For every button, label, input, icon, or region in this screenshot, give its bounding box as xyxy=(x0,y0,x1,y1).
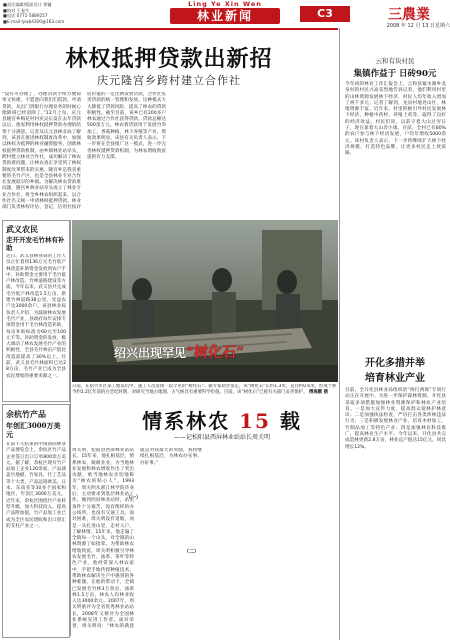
header-divider xyxy=(0,28,338,30)
main-article-body: “没有可办理了，办理贷款手续方便简单又快捷，不愿意向我们们借款，申请贷款，从出门到银行办理业务的时候心理障碍已经消除了。”12月上旬，庆元县隆宫乡梅花村村民吴长发在去年贷款以后，他家利用林权抵押贷款办理的结果十分满意。记者从庆元县林业局了解到，该县在推进林权制度改革中，加强以林权为抵押的林业融资服务，创新林权抵押贷款机制，由乡镇林业站牵头，跨村建立林业合作社，成功解决了林农贷款难问题，让林农真正享受到了林权制度改革带来的实惠。隆宫乡是我省重要的毛竹产区，也是全县林业专业合作社发展较早的乡镇。为解决林农贷款难问题，隆宫乡林业站牵头成立了林业专业合作社，将全乡林农组织起来，以合作社名义统一申请林权抵押贷款。林业部门负责林权评估、登记，信用社按评估价值的一定比例发放贷款，合作社负责贷款的统一管理和发放。这种模式大大降低了贷款风险，提高了林农的贷款积极性。截至目前，该乡已有200多户林农通过合作社获得贷款，贷款总额达500余万元。林农将贷款用于发展竹笋加工、香菇种植、林下养殖等产业，增收效果明显。该县有关负责人表示，下一步将在全县推广这一模式，进一步完善林权抵押贷款机制，为林农增收致富提供有力支撑。 xyxy=(2,92,166,211)
section-code: C3 xyxy=(300,6,350,22)
photo-headline xyxy=(114,342,244,362)
main-headline: 林权抵押贷款出新招 xyxy=(65,46,273,72)
masthead-title: 林业新闻 xyxy=(170,8,280,24)
story-body: 今年初的林业工作汇报会上，云和县紧水滩乡龙泉村的村民兴高采烈地告诉记者，他们利用村里的山林资源发展林下经济，村民人均年收入增加了两千多元。记者了解到，龙泉村地处山区，林地资源丰富。近年来，村里积极引导村民发展林下经济，种植中药材、养殖土鸡等，取得了良好的经济效益。村民们说，以前守着大山过穷日子，现在靠着大山奔小康。目前，全村已有80%的农户参与林下经济发展，户均年增收5000余元。该村负责人表示，下一步将继续扩大林下经济规模，打造特色品牌，让更多村民走上致富路。 xyxy=(345,82,446,157)
story-title-sub: 培育林业产业 xyxy=(365,373,425,384)
feature-subtitle: ——记松阳县西屏林业站站长周关明 xyxy=(173,434,270,441)
sidebar-box-wuyi xyxy=(2,220,70,402)
page-header xyxy=(0,0,450,28)
photo-credit: 傅海鹏 摄 xyxy=(308,390,328,395)
box-title-sub: 年创汇3000万美元 xyxy=(6,421,61,439)
feature-title-prefix: 情系林农 xyxy=(142,409,231,433)
column-divider xyxy=(70,220,71,636)
photo-caption xyxy=(72,384,338,404)
story-body: 目前，全开化县林业局组织的“两打两保”专项行动正在开展中。为进一步保护森林资源，开化县采取多项措施加强林业资源保护和林业产业培育。一是加大宣传力度，提高群众爱林护林意识；二是加强执法检查，严厉打击各类涉林违法行为；三是积极发展林业产业，培育木材加工、竹制品加工等特色产业；四是加强林业科技推广，提高林业生产水平。今年以来，开化县共完成造林更新2.8万亩，林业总产值达15亿元，同比增长12%。 xyxy=(345,388,446,450)
feature-headline xyxy=(112,405,332,434)
contact-line: ■校对 王春生 xyxy=(3,7,30,13)
photo-headline-prefix: 绍兴出现罕见 xyxy=(114,346,187,360)
masthead xyxy=(150,0,300,28)
feature-section-marker: （一） xyxy=(126,495,142,501)
contact-line: ■E-mail:lywb4300@163.com xyxy=(3,18,65,24)
feature-section-marker: （二） xyxy=(184,549,200,555)
box-body: 在前不久结束的中国国际林业产品博览会上，余杭区竹产品企业签订出口订单800余万美元。据了解，余杭区现有竹产品加工企业120余家，产品涵盖竹地板、竹家具、竹工艺品等十大类，产品远销欧美、日本、东南亚等30多个国家和地区，年创汇3000万美元。近年来，余杭区围绕竹产业转型升级，加大科技投入，提高产品附加值，竹产品加工业已成为全区农民增收和出口创汇的支柱产业之一。 xyxy=(6,442,66,529)
story-title: 集镇作益于 日砖90元 xyxy=(353,69,437,79)
box-title: 武义农民 xyxy=(6,224,38,234)
masthead-pinyin: Ling Ye Xin Wen xyxy=(188,0,262,8)
box-title-sub: 走开开发毛竹林有补助 xyxy=(6,236,65,252)
box-title: 余杭竹产品 xyxy=(6,409,46,419)
sidebar-box-yuhang xyxy=(2,404,70,638)
contact-line: ■电话 0771-5889257 xyxy=(3,13,48,19)
right-column xyxy=(340,28,450,640)
right-section-logo: 三農業 xyxy=(388,7,430,23)
story-title: 开化多措并举 xyxy=(365,358,425,369)
photo-headline-emphasis: “树化石” xyxy=(186,345,245,361)
caption-text: 日前，在绍兴市区某工地基坑中，施工人员发现一段罕见的“树化石”。据专家初步鉴定，该“树化石”长约1.3米，直径约0.6米，形成于距今约1.2亿年前的白垩纪时期，对研究当地古地理、古气候具有重要科学价值。目前，该“树化石”已被有关部门妥善保护。 xyxy=(72,384,337,395)
issue-date: 2008 年 12 月 13 日星期六 xyxy=(386,23,450,29)
feature-title-suffix: 载 xyxy=(279,409,302,433)
story-kicker: 云和有块村民 xyxy=(375,57,415,65)
box-body: 近日，武义县林业局的工作人员正忙着将136万元毛竹低产林改造补助资金发放到农户手中。补助资金主要用于毛竹低产林改造、竹林道路建设等方面。今年以来，武义县共完成毛竹低产林改造1.5万亩，新建竹林道路38公里，受益农户达3000余户。该县林业局负责人介绍，为鼓励林农发展毛竹产业，县政府每年安排专项资金用于毛竹林改造补助，每亩补助标准为60元至100元不等。补助资金的发放，极大调动了林农发展毛竹产业的积极性，全县毛竹林亩产值比改造前提高了30%以上。目前，武义县毛竹林面积已达28万亩，毛竹产业已成为全县农民增收的重要来源之一。 xyxy=(6,254,66,379)
main-subhead: 庆元隆宫乡跨村建立合作社 xyxy=(97,74,241,87)
feature-article-body: 周关明，松阳县西屏林业站站长。15年来，他扎根基层，情系林农，兢兢业业，为当地林业发展和林农增收作出了突出贡献，被当地林农亲切地称为“林农的贴心人”。1993年，周关明从浙江林学院毕业后，主动要求到基层林业站工作。刚到西屏林业站时，站里条件十分艰苦，没有像样的办公场所，也没有交通工具。面对困难，周关明没有退缩，而是一头扎进山里，走村入户，了解林情。15年来，他走遍了全镇每一个山头，对全镇的山林资源了如指掌。为帮助林农增收致富，周关明积极引导林农发展毛竹、油茶、茶叶等特色产业。他经常深入林农家中，手把手地传授种植技术，帮助林农解决生产中遇到的各种难题。在他的带动下，全镇已发展毛竹林3万余亩，油茶林1.5万亩，林农人均林业收入达3000余元。2007年，周关明被评为全省优秀林业站站长，2008年又被评为全国林业系统先进工作者。面对荣誉，周关明说：“林农的满意就是对我最大的奖励，我将继续扎根基层，为林农办实事、办好事。” xyxy=(72,448,202,630)
editor-contact-info xyxy=(3,2,123,24)
contact-line: ■责任编辑/版面设计 覃镛 xyxy=(3,2,52,7)
feature-title-number: 15 xyxy=(239,409,271,433)
